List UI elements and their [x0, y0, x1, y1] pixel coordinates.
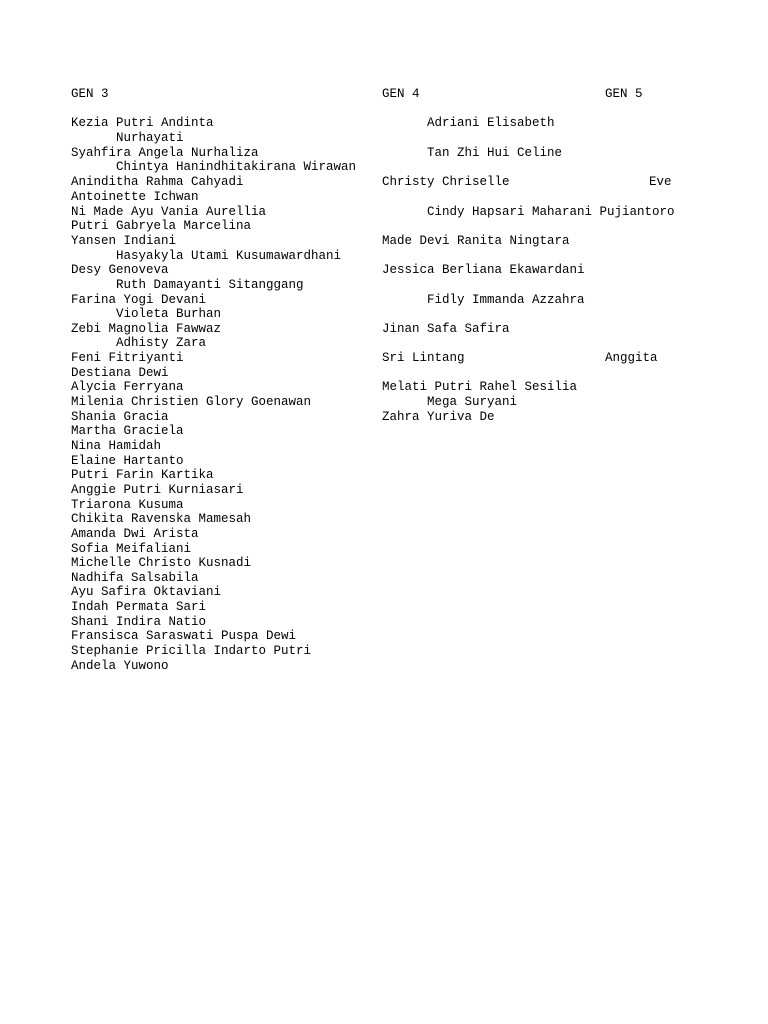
gen3-member: Fransisca Saraswati Puspa Dewi — [71, 629, 297, 643]
gen5-member: Anggita — [605, 351, 658, 365]
gen3-member: Kezia Putri Andinta — [71, 116, 214, 130]
gen4-member: Tan Zhi Hui Celine — [427, 146, 563, 160]
gen3-member: Elaine Hartanto — [71, 454, 184, 468]
gen3-member: Amanda Dwi Arista — [71, 527, 199, 541]
gen3-member: Ayu Safira Oktaviani — [71, 585, 222, 599]
gen3-member: Farina Yogi Devani — [71, 293, 207, 307]
gen4-member: Mega Suryani — [427, 395, 518, 409]
header-gen-5: GEN 5 — [605, 87, 643, 101]
gen3-member: Triarona Kusuma — [71, 498, 184, 512]
gen4-member: Jessica Berliana Ekawardani — [382, 263, 585, 277]
gen3-member: Milenia Christien Glory Goenawan — [71, 395, 312, 409]
gen3-member: Sofia Meifaliani — [71, 542, 192, 556]
gen3-member: Adhisty Zara — [116, 336, 207, 350]
gen3-member: Hasyakyla Utami Kusumawardhani — [116, 249, 342, 263]
gen3-member: Nurhayati — [116, 131, 184, 145]
gen4-member: Adriani Elisabeth — [427, 116, 555, 130]
gen4-member: Cindy Hapsari Maharani Pujiantoro — [427, 205, 675, 219]
gen3-member: Andela Yuwono — [71, 659, 169, 673]
gen3-member: Shania Gracia — [71, 410, 169, 424]
gen3-member: Stephanie Pricilla Indarto Putri — [71, 644, 312, 658]
gen4-member: Jinan Safa Safira — [382, 322, 510, 336]
gen4-member: Zahra Yuriva De — [382, 410, 495, 424]
gen3-member: Ruth Damayanti Sitanggang — [116, 278, 304, 292]
gen3-member: Yansen Indiani — [71, 234, 177, 248]
gen4-member: Fidly Immanda Azzahra — [427, 293, 585, 307]
gen3-member: Violeta Burhan — [116, 307, 222, 321]
gen3-member: Indah Permata Sari — [71, 600, 207, 614]
gen4-member: Melati Putri Rahel Sesilia — [382, 380, 578, 394]
gen3-member: Shani Indira Natio — [71, 615, 207, 629]
header-gen-4: GEN 4 — [382, 87, 420, 101]
gen5-member: Eve — [649, 175, 672, 189]
gen3-member: Alycia Ferryana — [71, 380, 184, 394]
gen3-member: Desy Genoveva — [71, 263, 169, 277]
gen4-member: Sri Lintang — [382, 351, 465, 365]
gen3-member: Chintya Hanindhitakirana Wirawan — [116, 160, 357, 174]
gen3-member: Chikita Ravenska Mamesah — [71, 512, 252, 526]
gen3-member: Antoinette Ichwan — [71, 190, 199, 204]
gen3-member: Michelle Christo Kusnadi — [71, 556, 252, 570]
gen3-member: Syahfira Angela Nurhaliza — [71, 146, 259, 160]
gen3-member: Nina Hamidah — [71, 439, 162, 453]
gen3-member: Martha Graciela — [71, 424, 184, 438]
gen4-member: Made Devi Ranita Ningtara — [382, 234, 570, 248]
gen3-member: Aninditha Rahma Cahyadi — [71, 175, 244, 189]
gen4-member: Christy Chriselle — [382, 175, 510, 189]
gen3-member: Destiana Dewi — [71, 366, 169, 380]
header-gen-3: GEN 3 — [71, 87, 109, 101]
gen3-member: Ni Made Ayu Vania Aurellia — [71, 205, 267, 219]
gen3-member: Nadhifa Salsabila — [71, 571, 199, 585]
gen3-member: Anggie Putri Kurniasari — [71, 483, 244, 497]
gen3-member: Feni Fitriyanti — [71, 351, 184, 365]
gen3-member: Putri Farin Kartika — [71, 468, 214, 482]
gen3-member: Putri Gabryela Marcelina — [71, 219, 252, 233]
gen3-member: Zebi Magnolia Fawwaz — [71, 322, 222, 336]
